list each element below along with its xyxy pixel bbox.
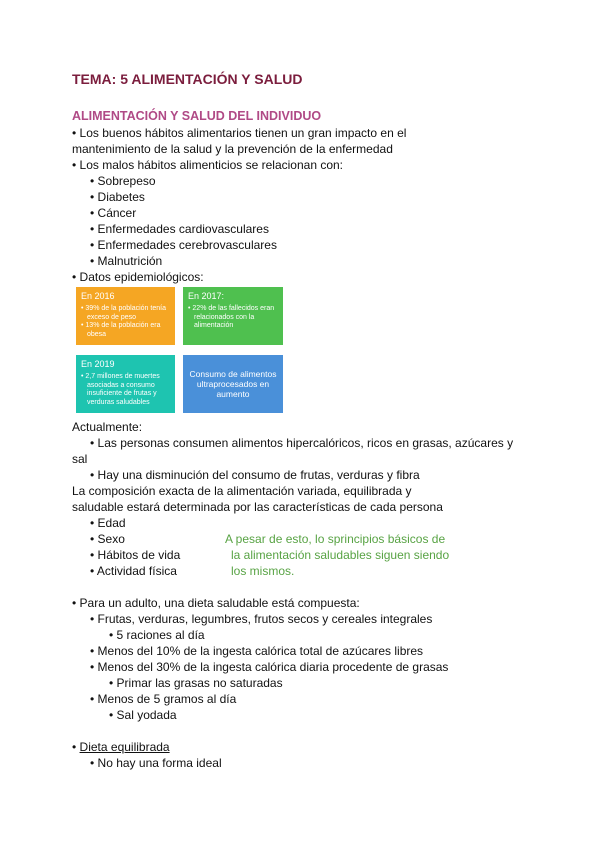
list-item: • No hay una forma ideal [90,756,222,770]
list-item: • Hay una disminución del consumo de frutas, verduras y fibra [90,468,420,482]
text-line: • Datos epidemiológicos: [72,270,204,284]
text-line: La composición exacta de la alimentación variada, equilibrada y [72,484,412,498]
stat-box-item: • 2,7 millones de muertes asociadas a consumo insuficiente de frutas y verduras saludables [81,373,170,407]
stat-box-text: Consumo de alimentos ultraprocesados en aumento [189,369,277,399]
list-item: • Enfermedades cardiovasculares [90,222,269,236]
list-item: • Hábitos de vida [90,548,181,562]
list-item: • Primar las grasas no saturadas [109,676,283,690]
list-item: • Sal yodada [109,708,177,722]
text-line: saludable estará determinada por las características de cada persona [72,500,443,514]
text-line: sal [72,452,88,466]
list-item: • Menos del 10% de la ingesta calórica total de azúcares libres [90,644,424,658]
list-item: • Diabetes [90,190,145,204]
list-item: • Actividad física [90,564,177,578]
list-item: • Sobrepeso [90,174,156,188]
section-heading: ALIMENTACIÓN Y SALUD DEL INDIVIDUO [72,109,322,123]
underlined-term: Dieta equilibrada [79,740,170,754]
list-item: • Cáncer [90,206,137,220]
stat-box-2019 [76,355,175,413]
list-item: • Menos del 30% de la ingesta calórica diaria procedente de grasas [90,660,449,674]
stat-box-title: En 2017: [188,291,225,301]
stat-box-item: • 13% de la población era obesa [81,322,170,339]
text-line: • Los malos hábitos alimenticios se relacionan con: [72,158,344,172]
text-line: Actualmente: [72,420,143,434]
list-item: • Sexo [90,532,125,546]
stat-box-item: • 39% de la población tenía exceso de peso [81,305,170,322]
stat-box-title: En 2019 [81,359,115,369]
text-line: • Para un adulto, una dieta saludable está compuesta: [72,596,360,610]
stat-box-2016 [76,287,175,345]
note-line: A pesar de esto, lo sprincipios básicos de [225,532,446,546]
list-item: • Menos de 5 gramos al día [90,692,237,706]
text-line [72,739,170,755]
stat-box-2017 [183,287,283,345]
list-item: • Edad [90,516,126,530]
list-item: • 5 raciones al día [109,628,205,642]
list-item: • Enfermedades cerebrovasculares [90,238,277,252]
text-line: • Los buenos hábitos alimentarios tienen un gran impacto en el [72,126,407,140]
text-line: mantenimiento de la salud y la prevención de la enfermedad [72,142,393,156]
list-item: • Las personas consumen alimentos hipercalóricos, ricos en grasas, azúcares y [90,436,514,450]
list-item: • Frutas, verduras, legumbres, frutos secos y cereales integrales [90,612,433,626]
stat-box-title: En 2016 [81,291,115,301]
stat-box-item: • 22% de las fallecidos eran relacionados con la alimentación [188,305,278,331]
note-line: los mismos. [231,564,295,578]
stat-box-ultraprocesados [183,355,283,413]
note-line: la alimentación saludables siguen siendo [231,548,450,562]
bullet: • [72,740,80,754]
list-item: • Malnutrición [90,254,163,268]
page-title: TEMA: 5 ALIMENTACIÓN Y SALUD [72,71,303,87]
